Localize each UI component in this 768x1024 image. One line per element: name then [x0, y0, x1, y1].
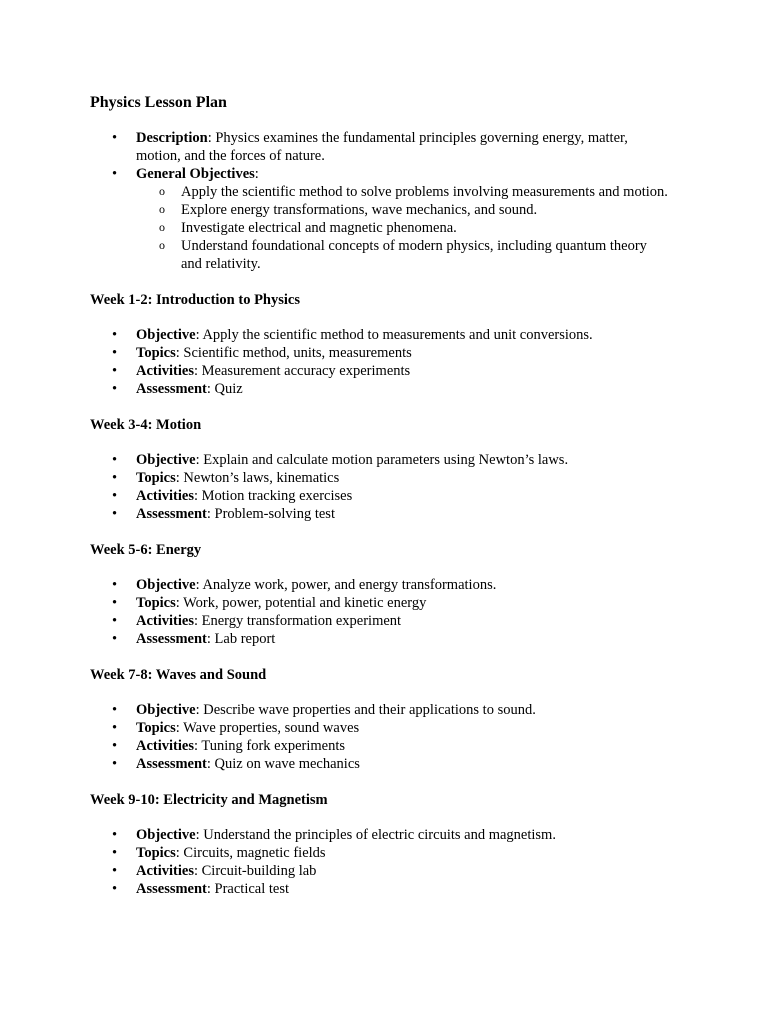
assessment-label: Assessment	[136, 631, 207, 647]
objective-text: Investigate electrical and magnetic phenomena.	[181, 220, 457, 236]
bullet-icon: •	[112, 863, 118, 879]
objective-item	[90, 701, 668, 719]
sub-bullet-icon: o	[159, 220, 165, 234]
activities-text: : Motion tracking exercises	[193, 488, 353, 504]
bullet-icon: •	[112, 488, 118, 504]
objective-text: Apply the scientific method to solve problems involving measurements and motion.	[181, 184, 668, 200]
activities-text: : Measurement accuracy experiments	[193, 363, 411, 379]
bullet-icon: •	[112, 756, 118, 772]
overview-list	[90, 129, 668, 273]
objective-text: : Explain and calculate motion parameters using Newton’s laws.	[195, 452, 569, 468]
bullet-icon: •	[112, 881, 118, 897]
week-details-list	[90, 451, 668, 523]
assessment-label: Assessment	[136, 506, 207, 522]
description-label: Description	[136, 130, 208, 146]
assessment-item	[90, 880, 668, 898]
bullet-icon: •	[112, 720, 118, 736]
week-details-list	[90, 576, 668, 648]
assessment-text: : Quiz	[206, 381, 243, 397]
activities-item	[90, 862, 668, 880]
objective-item	[136, 237, 668, 273]
objective-text: Understand foundational concepts of modern physics, including quantum theory and relativity.	[181, 238, 647, 272]
activities-text: : Energy transformation experiment	[193, 613, 402, 629]
week-heading: Week 7-8: Waves and Sound	[90, 667, 267, 683]
assessment-text: : Quiz on wave mechanics	[206, 756, 360, 772]
topics-label: Topics	[136, 720, 176, 736]
objective-item	[90, 326, 668, 344]
activities-label: Activities	[136, 863, 194, 879]
objective-item	[90, 451, 668, 469]
bullet-icon: •	[112, 327, 118, 343]
objective-label: Objective	[136, 827, 196, 843]
objective-text: : Apply the scientific method to measurements and unit conversions.	[195, 327, 593, 343]
list-item-general-objectives	[90, 165, 668, 273]
assessment-label: Assessment	[136, 756, 207, 772]
objective-text: : Understand the principles of electric circuits and magnetism.	[195, 827, 556, 843]
bullet-icon: •	[112, 470, 118, 486]
week-details-list	[90, 326, 668, 398]
topics-label: Topics	[136, 845, 176, 861]
topics-text: : Circuits, magnetic fields	[175, 845, 326, 861]
objective-item	[136, 183, 668, 201]
bullet-icon: •	[112, 130, 118, 146]
topics-item	[90, 344, 668, 362]
description-text: : Physics examines the fundamental principles governing energy, matter, motion, and the forces of nature.	[136, 130, 628, 164]
objective-text: : Analyze work, power, and energy transformations.	[195, 577, 497, 593]
activities-label: Activities	[136, 488, 194, 504]
objective-label: Objective	[136, 452, 196, 468]
activities-label: Activities	[136, 738, 194, 754]
objective-item	[136, 219, 668, 237]
sub-bullet-icon: o	[159, 238, 165, 252]
objective-label: Objective	[136, 327, 196, 343]
bullet-icon: •	[112, 738, 118, 754]
objective-item	[90, 826, 668, 844]
topics-label: Topics	[136, 595, 176, 611]
objective-label: Objective	[136, 577, 196, 593]
assessment-label: Assessment	[136, 881, 207, 897]
assessment-item	[90, 505, 668, 523]
week-heading: Week 3-4: Motion	[90, 417, 202, 433]
bullet-icon: •	[112, 827, 118, 843]
activities-item	[90, 362, 668, 380]
list-item-description	[90, 129, 668, 165]
objective-label: Objective	[136, 702, 196, 718]
bullet-icon: •	[112, 613, 118, 629]
activities-label: Activities	[136, 363, 194, 379]
topics-text: : Scientific method, units, measurements	[175, 345, 412, 361]
activities-item	[90, 737, 668, 755]
topics-label: Topics	[136, 345, 176, 361]
week-heading: Week 1-2: Introduction to Physics	[90, 292, 300, 308]
week-details-list	[90, 701, 668, 773]
activities-label: Activities	[136, 613, 194, 629]
general-objectives-colon: :	[254, 166, 259, 182]
activities-text: : Tuning fork experiments	[193, 738, 346, 754]
bullet-icon: •	[112, 595, 118, 611]
week-details-list	[90, 826, 668, 898]
topics-item	[90, 469, 668, 487]
topics-item	[90, 594, 668, 612]
topics-text: : Work, power, potential and kinetic energy	[175, 595, 427, 611]
bullet-icon: •	[112, 381, 118, 397]
general-objectives-list	[136, 183, 668, 273]
bullet-icon: •	[112, 506, 118, 522]
objective-text: : Describe wave properties and their applications to sound.	[195, 702, 536, 718]
objective-item	[90, 576, 668, 594]
week-heading: Week 9-10: Electricity and Magnetism	[90, 792, 328, 808]
topics-text: : Newton’s laws, kinematics	[175, 470, 340, 486]
activities-item	[90, 487, 668, 505]
bullet-icon: •	[112, 702, 118, 718]
topics-text: : Wave properties, sound waves	[175, 720, 360, 736]
bullet-icon: •	[112, 631, 118, 647]
assessment-text: : Problem-solving test	[206, 506, 335, 522]
assessment-item	[90, 755, 668, 773]
assessment-item	[90, 380, 668, 398]
activities-text: : Circuit-building lab	[193, 863, 317, 879]
bullet-icon: •	[112, 452, 118, 468]
assessment-text: : Practical test	[206, 881, 290, 897]
activities-item	[90, 612, 668, 630]
sub-bullet-icon: o	[159, 184, 165, 198]
week-heading: Week 5-6: Energy	[90, 542, 202, 558]
general-objectives-label: General Objectives	[136, 166, 255, 182]
assessment-label: Assessment	[136, 381, 207, 397]
topics-item	[90, 844, 668, 862]
bullet-icon: •	[112, 845, 118, 861]
objective-item	[136, 201, 668, 219]
topics-label: Topics	[136, 470, 176, 486]
objective-text: Explore energy transformations, wave mechanics, and sound.	[181, 202, 538, 218]
assessment-text: : Lab report	[206, 631, 276, 647]
sub-bullet-icon: o	[159, 202, 165, 216]
assessment-item	[90, 630, 668, 648]
bullet-icon: •	[112, 577, 118, 593]
topics-item	[90, 719, 668, 737]
bullet-icon: •	[112, 345, 118, 361]
page-title: Physics Lesson Plan	[90, 94, 227, 111]
bullet-icon: •	[112, 166, 118, 182]
bullet-icon: •	[112, 363, 118, 379]
